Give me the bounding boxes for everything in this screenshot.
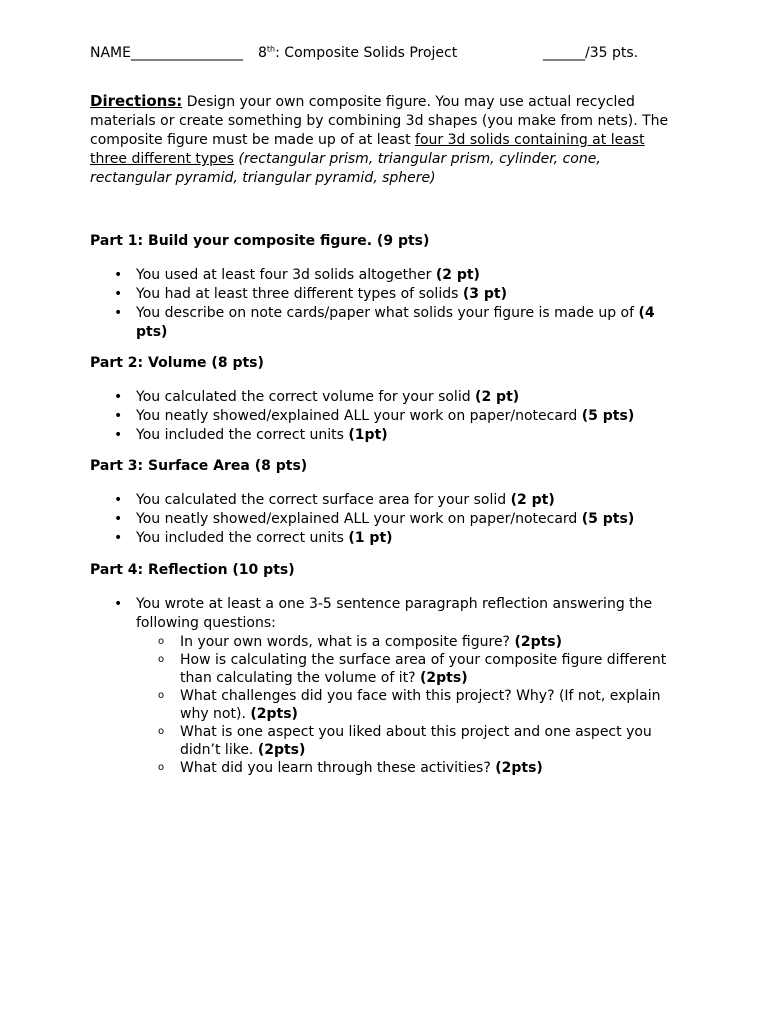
item-points: (5 pts) — [581, 511, 635, 527]
directions-text: Design your own composite figure. You may use actual recycled materials or create something by combining 3d shapes (you make from nets). The composite figure must be made up of at least — [90, 94, 669, 148]
question-points: (2pts) — [250, 706, 298, 722]
part-3-title: Part 3: Surface Area (8 pts) — [90, 458, 308, 474]
worksheet-header — [90, 45, 690, 65]
item-points: (4 pts) — [136, 305, 655, 340]
question-item — [136, 687, 670, 723]
question-points: (2pts) — [514, 634, 563, 650]
list-item — [90, 595, 670, 777]
list-item — [90, 510, 670, 529]
item-points: (3 pt) — [462, 286, 507, 302]
item-points: (2 pt) — [510, 492, 555, 508]
item-points: (1 pt) — [348, 530, 393, 546]
item-text: You had at least three different types of solids — [136, 286, 463, 302]
item-points: (2 pt) — [435, 267, 480, 283]
question-text: What challenges did you face with this project? Why? (If not, explain why not). — [180, 688, 661, 722]
question-item — [136, 651, 670, 687]
item-text: You included the correct units — [136, 530, 349, 546]
item-text: You neatly showed/explained ALL your work on paper/notecard — [136, 408, 582, 424]
list-item — [90, 388, 670, 407]
directions-requirement: four 3d solids containing at least three different types — [90, 132, 645, 167]
directions-paragraph — [90, 92, 670, 188]
item-text: You included the correct units — [136, 427, 349, 443]
list-item — [90, 266, 670, 285]
list-item — [90, 304, 670, 342]
list-item — [90, 407, 670, 426]
question-text: In your own words, what is a composite figure? — [180, 634, 515, 650]
question-text: How is calculating the surface area of your composite figure different than calculating the volume of it? — [180, 652, 667, 686]
list-item — [90, 285, 670, 304]
list-item — [90, 491, 670, 510]
worksheet-title — [258, 45, 457, 61]
item-text: You neatly showed/explained ALL your work on paper/notecard — [136, 511, 582, 527]
part-3-list — [90, 491, 670, 548]
title-text: : Composite Solids Project — [275, 45, 458, 61]
score-line: ______/35 pts. — [543, 45, 639, 61]
list-item — [90, 529, 670, 548]
item-text: You calculated the correct surface area for your solid — [136, 492, 511, 508]
item-text: You describe on note cards/paper what solids your figure is made up of — [136, 305, 639, 321]
question-item — [136, 759, 670, 777]
question-item — [136, 723, 670, 759]
item-points: (2 pt) — [475, 389, 520, 405]
item-points: (1pt) — [348, 427, 388, 443]
part-1-list — [90, 266, 670, 342]
grade-number: 8 — [258, 45, 267, 61]
question-text: What is one aspect you liked about this project and one aspect you didn’t like. — [180, 724, 652, 758]
part-2-list — [90, 388, 670, 445]
item-text: You calculated the correct volume for your solid — [136, 389, 476, 405]
part-2-title: Part 2: Volume (8 pts) — [90, 355, 264, 371]
question-points: (2pts) — [495, 760, 543, 776]
question-item — [136, 633, 670, 651]
item-text: You wrote at least a one 3-5 sentence paragraph reflection answering the following questions: — [136, 596, 653, 631]
item-text: You used at least four 3d solids altogether — [136, 267, 436, 283]
list-item — [90, 426, 670, 445]
directions-label: Directions: — [90, 92, 183, 110]
name-line: NAME________________ — [90, 45, 243, 61]
question-points: (2pts) — [257, 742, 306, 758]
part-1-title: Part 1: Build your composite figure. (9 pts) — [90, 233, 430, 249]
part-4-list — [90, 595, 670, 777]
question-text: What did you learn through these activities? — [180, 760, 496, 776]
part-4-title: Part 4: Reflection (10 pts) — [90, 562, 295, 578]
directions-shape-list: (rectangular prism, triangular prism, cylinder, cone, rectangular pyramid, triangular pyramid, sphere) — [90, 151, 601, 186]
grade-suffix: th — [266, 44, 276, 54]
question-points: (2pts) — [420, 670, 468, 686]
item-points: (5 pts) — [581, 408, 635, 424]
question-list — [136, 633, 670, 777]
